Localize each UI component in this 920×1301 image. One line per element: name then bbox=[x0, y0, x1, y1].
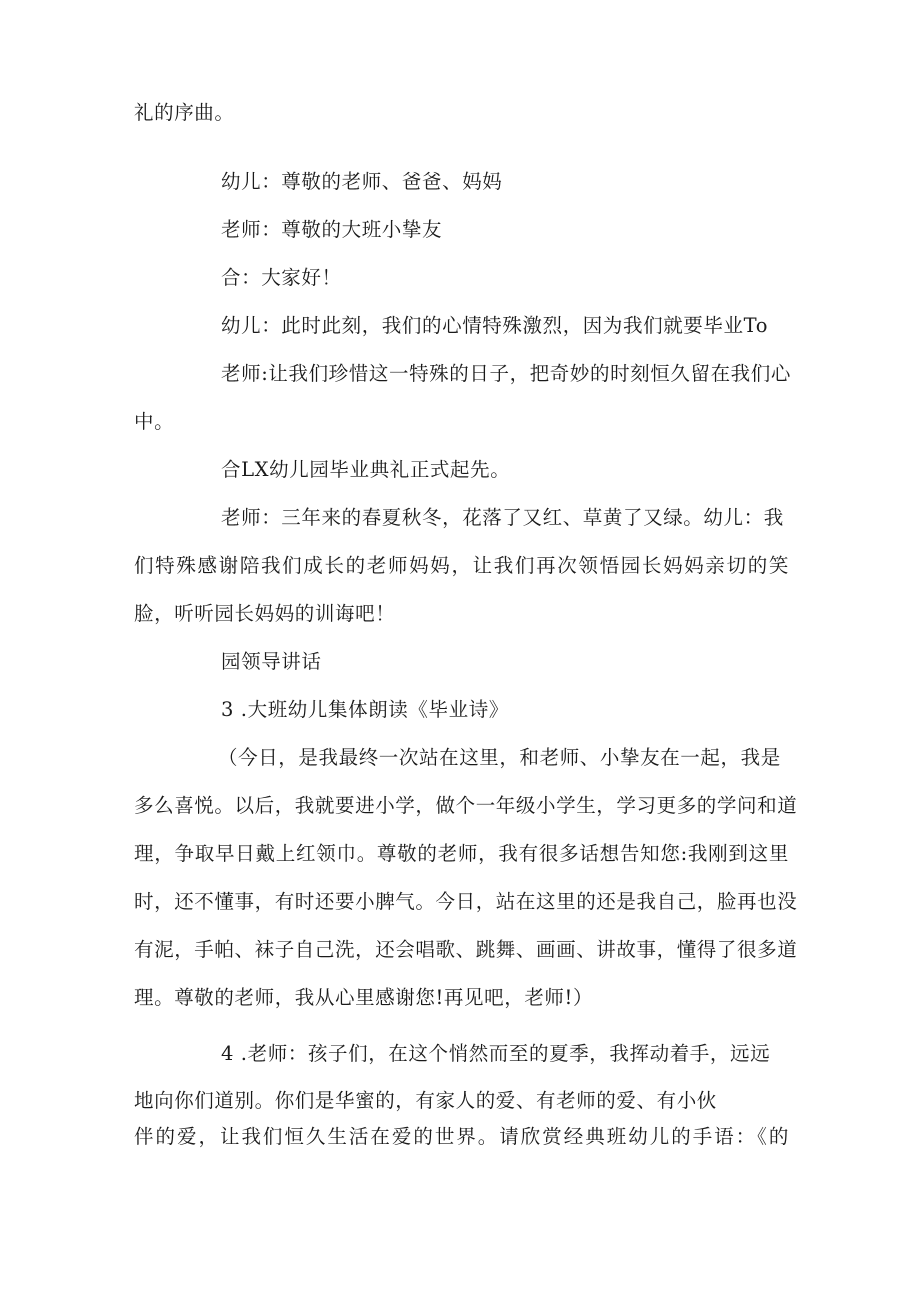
text-line: 有泥，手帕、袜子自己洗，还会唱歌、跳舞、画画、讲故事，懂得了很多道 bbox=[134, 938, 798, 961]
text-line: 幼儿：此时此刻，我们的心情特殊激烈，因为我们就要毕业To bbox=[221, 314, 769, 337]
text-line: 多么喜悦。以后，我就要进小学，做个一年级小学生，学习更多的学问和道 bbox=[134, 794, 798, 817]
text-line: 理。尊敬的老师，我从心里感谢您!再见吧，老师!） bbox=[134, 986, 594, 1009]
text-line: 们特殊感谢陪我们成长的老师妈妈，让我们再次领悟园长妈妈亲切的笑 bbox=[134, 554, 789, 577]
text-line: 理，争取早日戴上红领巾。尊敬的老师，我有很多话想告知您:我刚到这里 bbox=[134, 842, 789, 865]
text-line: 礼的序曲。 bbox=[134, 101, 235, 124]
text-line: 幼儿：尊敬的老师、爸爸、妈妈 bbox=[221, 170, 503, 193]
text-line: 3 .大班幼儿集体朗读《毕业诗》 bbox=[221, 698, 509, 721]
text-line: 园领导讲话 bbox=[221, 650, 322, 673]
text-line: 伴的爱，让我们恒久生活在爱的世界。请欣赏经典班幼儿的手语：《的 bbox=[134, 1125, 789, 1148]
text-line: 地向你们道别。你们是华蜜的，有家人的爱、有老师的爱、有小伙 bbox=[134, 1089, 717, 1112]
text-line: 中。 bbox=[134, 410, 175, 433]
text-line: 老师:让我们珍惜这一特殊的日子，把奇妙的时刻恒久留在我们心 bbox=[221, 362, 791, 385]
text-line: 脸，听听园长妈妈的训诲吧！ bbox=[134, 602, 396, 625]
text-line: 老师：三年来的春夏秋冬，花落了又红、草黄了又绿。幼儿：我 bbox=[221, 506, 784, 529]
text-line: 时，还不懂事，有时还要小脾气。今日，站在这里的还是我自己，脸再也没 bbox=[134, 890, 798, 913]
text-line: 合LX幼儿园毕业典礼正式起先。 bbox=[221, 458, 511, 481]
text-line: 合：大家好！ bbox=[221, 266, 342, 289]
text-line: 4 .老师：孩子们，在这个悄然而至的夏季，我挥动着手，远远 bbox=[221, 1042, 771, 1065]
text-line: （今日，是我最终一次站在这里，和老师、小挚友在一起，我是 bbox=[218, 746, 781, 769]
text-line: 老师：尊敬的大班小挚友 bbox=[221, 218, 443, 241]
